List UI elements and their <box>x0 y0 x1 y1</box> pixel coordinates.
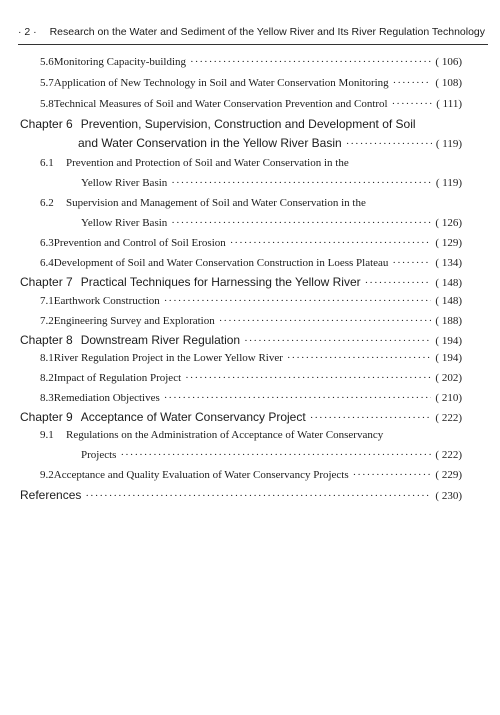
section-number: 9.2 <box>40 469 54 481</box>
page-reference: ( 126) <box>435 217 462 229</box>
dot-leader <box>190 56 431 68</box>
page-reference: ( 119) <box>435 138 462 150</box>
dot-leader <box>365 277 432 289</box>
page-reference: ( 148) <box>435 277 462 289</box>
dot-leader <box>287 352 432 364</box>
chapter-title: Downstream River Regulation <box>80 333 241 347</box>
page-reference: ( 148) <box>435 295 462 307</box>
dot-leader <box>393 77 432 89</box>
toc-chapter-entry <box>20 333 462 347</box>
section-title: Engineering Survey and Exploration <box>53 315 215 327</box>
section-number: 6.1 <box>40 157 54 169</box>
toc-chapter-entry <box>20 117 416 131</box>
dot-leader <box>120 449 431 461</box>
section-number: 8.1 <box>40 352 54 364</box>
page-reference: ( 119) <box>435 177 462 189</box>
toc-section-entry <box>40 429 383 441</box>
toc-section-entry <box>40 392 462 404</box>
section-title: Application of New Technology in Soil and Water Conservation Monitoring <box>53 77 389 89</box>
section-title: Yellow River Basin <box>81 177 168 189</box>
page-reference: ( 129) <box>435 237 462 249</box>
dot-leader <box>219 315 432 327</box>
toc-section-entry <box>40 469 462 481</box>
section-number: 7.1 <box>40 295 54 307</box>
toc-chapter-entry <box>20 410 462 424</box>
chapter-number: Chapter 9 <box>20 410 73 424</box>
dot-leader <box>310 412 432 424</box>
section-title: Regulations on the Administration of Acceptance of Water Conservancy <box>66 429 384 441</box>
toc-section-entry <box>40 257 462 269</box>
section-number: 6.4 <box>40 257 54 269</box>
section-title: Projects <box>81 449 117 461</box>
page-reference: ( 194) <box>435 335 462 347</box>
toc-section-entry <box>40 157 349 169</box>
toc-section-entry <box>40 197 366 209</box>
page-reference: ( 188) <box>435 315 462 327</box>
page-reference: ( 194) <box>435 352 462 364</box>
toc-section-entry <box>81 177 462 189</box>
section-number: 9.1 <box>40 429 54 441</box>
dot-leader <box>185 372 431 384</box>
dot-leader <box>85 490 431 502</box>
section-title: Acceptance and Quality Evaluation of Water Conservancy Projects <box>53 469 349 481</box>
section-number: 8.2 <box>40 372 54 384</box>
page-reference: ( 111) <box>436 98 462 110</box>
toc-section-entry <box>40 295 462 307</box>
section-number: 6.2 <box>40 197 54 209</box>
page-reference: ( 229) <box>435 469 462 481</box>
dot-leader <box>392 98 433 110</box>
chapter-title: Prevention, Supervision, Construction and Development of Soil <box>80 117 416 131</box>
section-number: 6.3 <box>40 237 54 249</box>
page-reference: ( 210) <box>435 392 462 404</box>
section-title: Impact of Regulation Project <box>53 372 182 384</box>
section-title: Prevention and Control of Soil Erosion <box>53 237 226 249</box>
toc-section-entry <box>40 98 462 110</box>
dot-leader <box>230 237 432 249</box>
page-reference: ( 222) <box>435 449 462 461</box>
section-title: Development of Soil and Water Conservation Construction in Loess Plateau <box>53 257 389 269</box>
page-number: · 2 · <box>18 26 37 38</box>
page-reference: ( 230) <box>435 490 462 502</box>
dot-leader <box>244 335 431 347</box>
page-reference: ( 108) <box>435 77 462 89</box>
section-number: 5.6 <box>40 56 54 68</box>
chapter-number: Chapter 8 <box>20 333 73 347</box>
section-title: Technical Measures of Soil and Water Conservation Prevention and Control <box>53 98 388 110</box>
section-title: Prevention and Protection of Soil and Water Conservation in the <box>66 157 349 169</box>
toc-section-entry <box>40 56 462 68</box>
dot-leader <box>346 138 432 150</box>
section-title: River Regulation Project in the Lower Yellow River <box>53 352 283 364</box>
toc-section-entry <box>40 372 462 384</box>
page-reference: ( 222) <box>435 412 462 424</box>
chapter-number: Chapter 6 <box>20 117 73 131</box>
running-title: Research on the Water and Sediment of the Yellow River and Its River Regulation Technology <box>49 26 486 38</box>
toc-section-entry <box>81 449 462 461</box>
chapter-title: References <box>20 488 82 502</box>
section-title: Monitoring Capacity-building <box>53 56 187 68</box>
toc-section-entry <box>40 77 462 89</box>
chapter-title: Practical Techniques for Harnessing the Yellow River <box>80 275 361 289</box>
chapter-number: Chapter 7 <box>20 275 73 289</box>
dot-leader <box>164 295 432 307</box>
page-reference: ( 202) <box>435 372 462 384</box>
toc-section-entry <box>81 217 462 229</box>
toc-section-entry <box>40 237 462 249</box>
section-number: 7.2 <box>40 315 54 327</box>
chapter-title: and Water Conservation in the Yellow River Basin <box>78 136 342 150</box>
section-title: Supervision and Management of Soil and Water Conservation in the <box>66 197 366 209</box>
dot-leader <box>353 469 432 481</box>
toc-section-entry <box>40 352 462 364</box>
dot-leader <box>171 177 432 189</box>
section-title: Remediation Objectives <box>53 392 160 404</box>
page-reference: ( 106) <box>435 56 462 68</box>
page-reference: ( 134) <box>435 257 462 269</box>
dot-leader <box>164 392 432 404</box>
section-number: 8.3 <box>40 392 54 404</box>
section-title: Yellow River Basin <box>81 217 168 229</box>
toc-section-entry <box>40 315 462 327</box>
toc-chapter-entry <box>20 488 462 502</box>
section-number: 5.7 <box>40 77 54 89</box>
dot-leader <box>171 217 431 229</box>
dot-leader <box>392 257 431 269</box>
section-title: Earthwork Construction <box>53 295 160 307</box>
chapter-title: Acceptance of Water Conservancy Project <box>80 410 306 424</box>
section-number: 5.8 <box>40 98 54 110</box>
toc-chapter-entry <box>20 275 462 289</box>
toc-chapter-entry <box>78 136 462 150</box>
